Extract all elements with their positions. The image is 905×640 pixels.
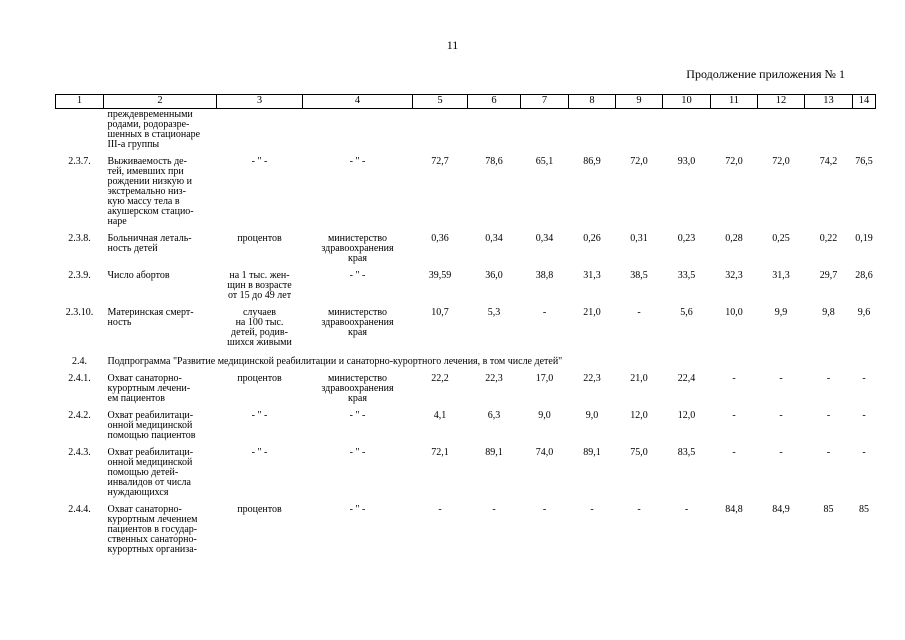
header-cell: 2 <box>104 95 217 109</box>
row-number: 2.3.7. <box>68 156 91 167</box>
header-cell: 1 <box>56 95 104 109</box>
value-cell: - <box>779 447 783 458</box>
value-cell: - <box>862 373 866 384</box>
value-cell: 5,3 <box>487 307 501 318</box>
row-number: 2.3.9. <box>68 270 91 281</box>
value-cell: 78,6 <box>485 156 503 167</box>
value-cell: 39,59 <box>428 270 452 281</box>
unit-cell: на 1 тыс. жен- щин в возрасте от 15 до 49 лет <box>227 270 292 301</box>
value-cell: 9,9 <box>774 307 788 318</box>
value-cell: 0,19 <box>855 233 873 244</box>
value-cell: 12,0 <box>677 410 696 421</box>
value-cell: 85 <box>859 504 869 515</box>
value-cell: 9,0 <box>538 410 551 421</box>
header-cell: 11 <box>711 95 758 109</box>
value-cell: 31,3 <box>772 270 790 281</box>
responsible-org: министерство здравоохранения края <box>321 373 394 404</box>
value-cell: 93,0 <box>677 156 696 167</box>
value-cell: 72,0 <box>772 156 790 167</box>
subprogram-row <box>56 352 876 371</box>
responsible-org: - " - <box>349 270 366 281</box>
continuation-text: преждевременными родами, родоразре- шенных в стационаре III-а группы <box>107 109 201 150</box>
page-number: 11 <box>446 38 459 52</box>
value-cell: 72,7 <box>431 156 449 167</box>
value-cell: 72,0 <box>630 156 648 167</box>
row-number: 2.3.8. <box>68 233 91 244</box>
header-cell: 8 <box>569 95 616 109</box>
value-cell: 83,5 <box>677 447 696 458</box>
indicator-name: Материнская смерт- ность <box>107 307 194 328</box>
row-number: 2.3.10. <box>65 307 94 318</box>
responsible-org: министерство здравоохранения края <box>321 233 394 264</box>
unit-cell: процентов <box>237 504 282 515</box>
value-cell: - <box>684 504 689 515</box>
header-cell: 10 <box>663 95 711 109</box>
value-cell: 86,9 <box>583 156 601 167</box>
header-row <box>56 95 876 109</box>
subprogram-title: Подпрограмма "Развитие медицинской реабилитации и санаторно-курортного лечения, в том числе детей" <box>107 356 563 367</box>
value-cell: 9,6 <box>857 307 871 318</box>
value-cell: - <box>826 447 831 458</box>
unit-cell: процентов <box>237 233 282 244</box>
value-cell: - <box>732 447 736 458</box>
value-cell: 9,8 <box>822 307 835 318</box>
continuation-label: Продолжение приложения № 1 <box>686 67 845 81</box>
value-cell: 9,0 <box>585 410 599 421</box>
value-cell: - <box>637 307 641 318</box>
continuation-row <box>56 109 876 155</box>
table-row <box>56 408 876 445</box>
table-row <box>56 154 876 231</box>
value-cell: 17,0 <box>535 373 554 384</box>
value-cell: 22,2 <box>431 373 449 384</box>
value-cell: - <box>438 504 442 515</box>
header-cell: 7 <box>521 95 569 109</box>
value-cell: 84,9 <box>772 504 790 515</box>
header-cell: 4 <box>303 95 413 109</box>
subprogram-number: 2.4. <box>72 356 87 367</box>
value-cell: 38,5 <box>630 270 648 281</box>
table-row <box>56 231 876 268</box>
value-cell: 12,0 <box>630 410 648 421</box>
unit-cell: - " - <box>251 447 268 458</box>
value-cell: - <box>826 410 831 421</box>
header-cell: 13 <box>805 95 853 109</box>
value-cell: 0,36 <box>431 233 449 244</box>
header-cell: 14 <box>853 95 876 109</box>
value-cell: 0,28 <box>725 233 743 244</box>
value-cell: - <box>862 447 866 458</box>
value-cell: - <box>492 504 496 515</box>
value-cell: 0,25 <box>772 233 790 244</box>
value-cell: 5,6 <box>680 307 693 318</box>
unit-cell: процентов <box>237 373 282 384</box>
value-cell: - <box>732 410 736 421</box>
value-cell: 74,2 <box>819 156 838 167</box>
indicator-name: Охват реабилитаци- онной медицинской помощью детей- инвалидов от числа нуждающихся <box>107 447 194 498</box>
unit-cell: случаев на 100 тыс. детей, родив- шихся живыми <box>227 307 292 348</box>
header-cell: 3 <box>217 95 303 109</box>
value-cell: 21,0 <box>583 307 601 318</box>
value-cell: 0,34 <box>485 233 503 244</box>
indicator-name: Охват санаторно- курортным лечени- ем пациентов <box>107 373 191 404</box>
row-number: 2.4.3. <box>68 447 91 458</box>
indicator-name: Больничная леталь- ность детей <box>107 233 192 254</box>
value-cell: 29,7 <box>819 270 838 281</box>
value-cell: - <box>826 373 831 384</box>
value-cell: 32,3 <box>725 270 743 281</box>
header-cell: 12 <box>758 95 805 109</box>
indicator-name: Число абортов <box>107 270 170 281</box>
indicator-name: Охват санаторно- курортным лечением пациентов в государ- ственных санаторно- курортных организа- <box>107 504 198 555</box>
value-cell: 33,5 <box>677 270 696 281</box>
indicators-table <box>55 94 876 559</box>
row-number: 2.4.1. <box>68 373 91 384</box>
value-cell: - <box>542 504 547 515</box>
value-cell: - <box>779 373 783 384</box>
responsible-org: министерство здравоохранения края <box>321 307 394 338</box>
value-cell: 75,0 <box>630 447 648 458</box>
responsible-org: - " - <box>349 504 366 515</box>
row-number: 2.4.2. <box>68 410 91 421</box>
value-cell: 0,31 <box>630 233 648 244</box>
value-cell: 72,0 <box>725 156 743 167</box>
table-row <box>56 371 876 408</box>
value-cell: 0,23 <box>677 233 696 244</box>
value-cell: 21,0 <box>630 373 648 384</box>
value-cell: 74,0 <box>535 447 554 458</box>
value-cell: 10,0 <box>725 307 743 318</box>
value-cell: 31,3 <box>583 270 601 281</box>
value-cell: 89,1 <box>583 447 601 458</box>
value-cell: 10,7 <box>431 307 449 318</box>
value-cell: 65,1 <box>535 156 554 167</box>
responsible-org: - " - <box>349 410 366 421</box>
table-row <box>56 268 876 305</box>
value-cell: 4,1 <box>433 410 447 421</box>
value-cell: - <box>590 504 594 515</box>
value-cell: 36,0 <box>485 270 503 281</box>
value-cell: 22,3 <box>583 373 601 384</box>
value-cell: 0,26 <box>583 233 601 244</box>
table-row <box>56 445 876 502</box>
value-cell: 72,1 <box>431 447 449 458</box>
value-cell: - <box>862 410 866 421</box>
unit-cell: - " - <box>251 156 268 167</box>
value-cell: - <box>542 307 547 318</box>
table-row <box>56 305 876 352</box>
value-cell: 76,5 <box>855 156 873 167</box>
value-cell: 0,22 <box>819 233 838 244</box>
value-cell: 89,1 <box>485 447 503 458</box>
row-number: 2.4.4. <box>68 504 91 515</box>
value-cell: 6,3 <box>487 410 501 421</box>
value-cell: 22,3 <box>485 373 503 384</box>
value-cell: - <box>732 373 736 384</box>
header-cell: 5 <box>413 95 468 109</box>
indicator-name: Выживаемость де- тей, имевших при рождении низкую и экстремально низ- кую массу тела в акушерском стацио- наре <box>107 156 194 227</box>
responsible-org: - " - <box>349 447 366 458</box>
value-cell: 0,34 <box>535 233 554 244</box>
value-cell: - <box>637 504 641 515</box>
table-row <box>56 502 876 559</box>
value-cell: 85 <box>823 504 834 515</box>
value-cell: 28,6 <box>855 270 873 281</box>
header-cell: 9 <box>616 95 663 109</box>
unit-cell: - " - <box>251 410 268 421</box>
value-cell: 84,8 <box>725 504 743 515</box>
value-cell: 38,8 <box>535 270 554 281</box>
value-cell: - <box>779 410 783 421</box>
responsible-org: - " - <box>349 156 366 167</box>
indicator-name: Охват реабилитаци- онной медицинской помощью пациентов <box>107 410 196 441</box>
value-cell: 22,4 <box>677 373 696 384</box>
header-cell: 6 <box>468 95 521 109</box>
